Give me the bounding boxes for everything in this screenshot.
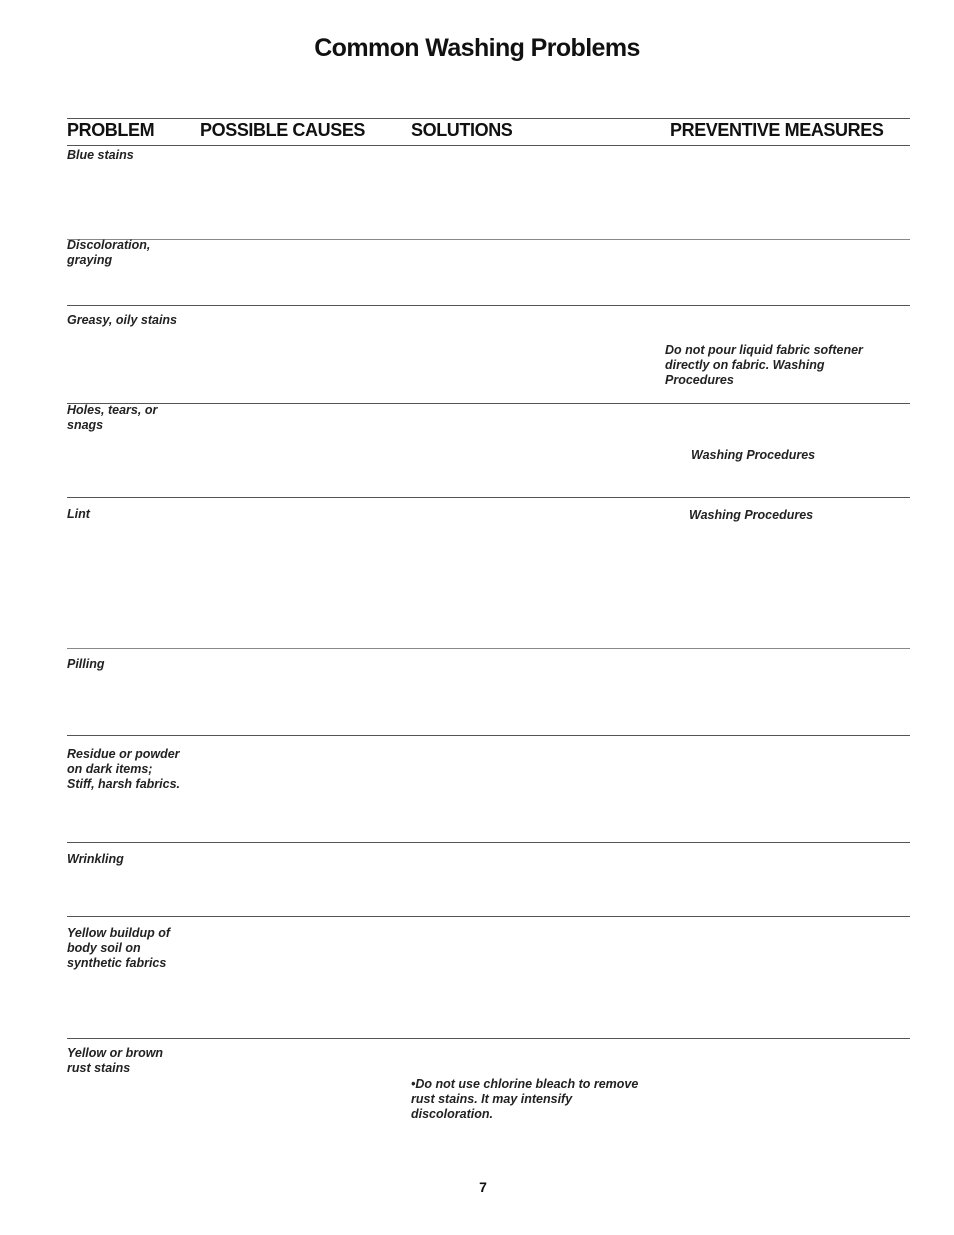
problem-pilling: Pilling <box>67 657 105 671</box>
problem-wrinkling: Wrinkling <box>67 852 124 866</box>
solution-rust-note: •Do not use chlorine bleach to remove rust stains. It may intensify discoloration. <box>411 1077 639 1121</box>
problem-holes-tears-snags: Holes, tears, or snags <box>67 403 158 432</box>
row-divider <box>67 239 910 240</box>
header-possible-causes: POSSIBLE CAUSES <box>200 120 366 140</box>
row-divider <box>67 735 910 736</box>
row-divider <box>67 403 910 404</box>
table-top-rule <box>67 118 910 119</box>
row-divider <box>67 648 910 649</box>
problem-residue-powder: Residue or powder on dark items; Stiff, harsh fabrics. <box>67 747 180 791</box>
preventive-greasy-note: Do not pour liquid fabric softener directly on fabric. Washing Procedures <box>665 343 863 387</box>
problem-blue-stains: Blue stains <box>67 148 134 162</box>
row-divider <box>67 916 910 917</box>
row-divider <box>67 305 910 306</box>
preventive-holes-note: Washing Procedures <box>691 448 816 462</box>
problem-greasy-oily-stains: Greasy, oily stains <box>67 313 178 327</box>
row-divider <box>67 1038 910 1039</box>
header-solutions: SOLUTIONS <box>411 120 513 140</box>
page-title: Common Washing Problems <box>314 34 640 62</box>
page-number: 7 <box>479 1179 487 1195</box>
row-divider <box>67 497 910 498</box>
header-bottom-rule <box>67 145 910 146</box>
header-problem: PROBLEM <box>67 120 155 140</box>
problem-discoloration: Discoloration, graying <box>67 238 151 267</box>
problem-lint: Lint <box>67 507 90 521</box>
problem-yellow-brown-rust: Yellow or brown rust stains <box>67 1046 164 1075</box>
row-divider <box>67 842 910 843</box>
preventive-lint-note: Washing Procedures <box>689 508 814 522</box>
problem-yellow-buildup: Yellow buildup of body soil on synthetic fabrics <box>67 926 170 970</box>
header-preventive-measures: PREVENTIVE MEASURES <box>670 120 884 140</box>
